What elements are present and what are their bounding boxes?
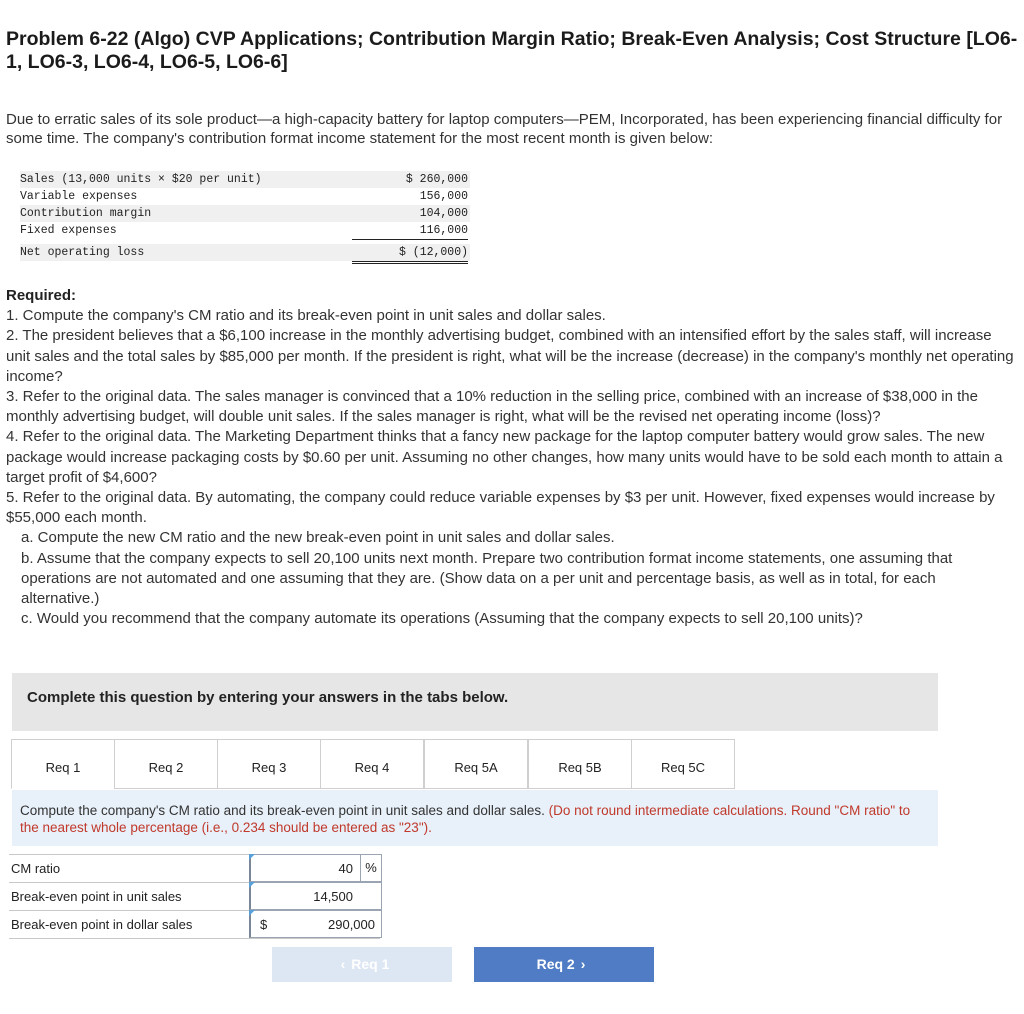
income-statement	[20, 171, 470, 261]
statement-amount: $ 260,000	[405, 173, 468, 186]
cm-ratio-input[interactable]	[249, 854, 382, 882]
required-q1: 1. Compute the company's CM ratio and its break-even point in unit sales and dollar sales.	[6, 307, 606, 325]
required-q5a: a. Compute the new CM ratio and the new break-even point in unit sales and dollar sales.	[21, 529, 615, 547]
problem-title: Problem 6-22 (Algo) CVP Applications; Contribution Margin Ratio; Break-Even Analysis; Cost Structure [LO6-1, LO6-3, LO6-4, LO6-5, LO6-6]	[6, 28, 1018, 73]
answer-label: Break-even point in unit sales	[11, 889, 182, 904]
chevron-left-icon: ‹	[340, 956, 346, 972]
required-section	[6, 286, 1018, 629]
statement-row-fixed	[20, 222, 470, 239]
answer-value: 40	[338, 861, 353, 876]
required-heading: Required:	[6, 287, 77, 304]
statement-label: Variable expenses	[20, 190, 138, 203]
tab-req-4[interactable]	[320, 739, 424, 789]
answer-table	[9, 854, 380, 939]
statement-row-cm	[20, 205, 470, 222]
answer-row-dollars	[9, 910, 380, 939]
instruction-main: Compute the company's CM ratio and its break-even point in unit sales and dollar sales.	[20, 803, 545, 818]
problem-intro: Due to erratic sales of its sole product—a high-capacity battery for laptop computers—PEM, Incorporated, has been experiencing financial difficulty for some time. The company's contribution format income statement for the most recent month is given below:	[6, 111, 1003, 147]
break-even-units-input[interactable]	[249, 882, 382, 910]
tab-label: Req 5C	[660, 760, 706, 775]
answer-marker-icon	[249, 910, 255, 916]
required-q3: 3. Refer to the original data. The sales manager is convinced that a 10% reduction in the selling price, combined with an increase of $38,000 in the monthly advertising budget, will double unit sales. If the sales manager is right, what will be the revised net operating income (loss)?	[6, 388, 978, 426]
tab-req-3[interactable]	[217, 739, 321, 789]
break-even-dollars-input[interactable]	[249, 910, 382, 938]
answer-label: Break-even point in dollar sales	[11, 917, 193, 932]
prev-req-button[interactable]	[272, 947, 452, 982]
tabs-banner	[12, 673, 938, 731]
answer-row-units	[9, 882, 380, 910]
statement-amount: 116,000	[352, 222, 468, 240]
tab-label: Req 5A	[454, 760, 498, 775]
required-q5: 5. Refer to the original data. By automating, the company could reduce variable expenses by $3 per unit. However, fixed expenses would increase by $55,000 each month.	[6, 489, 995, 527]
instruction-panel	[12, 790, 938, 846]
tab-label: Req 5B	[558, 760, 602, 775]
tab-label: Req 3	[251, 760, 287, 775]
statement-label: Fixed expenses	[20, 224, 117, 237]
statement-amount: 104,000	[419, 207, 468, 220]
dollar-sign: $	[260, 917, 268, 932]
answer-marker-icon	[249, 854, 255, 860]
statement-label: Sales (13,000 units × $20 per unit)	[20, 173, 262, 186]
instruction-note: (Do not round intermediate calculations. Round "CM ratio" to the nearest whole percentage (i.e., 0.234 should be entered as "23").	[20, 803, 911, 835]
statement-row-variable	[20, 188, 470, 205]
required-q5b: b. Assume that the company expects to sell 20,100 units next month. Prepare two contribution format income statements, one assuming that operations are not automated and one assuming that they are. (Show data on a per unit and percentage basis, as well as in total, for each alternative.)	[21, 549, 953, 608]
required-q2: 2. The president believes that a $6,100 increase in the monthly advertising budget, combined with an intensified effort by the sales staff, will increase unit sales and the total sales by $85,000 per month. If the president is right, what will be the increase (decrease) in the company's monthly net operating income?	[6, 327, 1014, 385]
statement-row-sales	[20, 171, 470, 188]
tab-req-2[interactable]	[114, 739, 218, 789]
percent-unit: %	[360, 855, 381, 881]
requirement-tabs	[11, 739, 735, 789]
tab-req-5b[interactable]	[528, 739, 632, 789]
statement-label: Net operating loss	[20, 246, 145, 259]
required-q4: 4. Refer to the original data. The Marketing Department thinks that a fancy new package for the laptop computer battery would grow sales. The new package would increase packaging costs by $0.60 per unit. Assuming no other changes, how many units would have to be sold each month to attain a target profit of $4,600?	[6, 428, 1003, 486]
tab-req-5c[interactable]	[631, 739, 735, 789]
chevron-right-icon: ›	[580, 956, 586, 972]
statement-amount: 156,000	[352, 188, 468, 206]
statement-label: Contribution margin	[20, 207, 152, 220]
instruction-text	[20, 803, 920, 836]
answer-row-cm-ratio	[9, 854, 380, 882]
answer-marker-icon	[249, 882, 255, 888]
answer-label: CM ratio	[11, 861, 61, 876]
required-q5c: c. Would you recommend that the company automate its operations (Assuming that the company expects to sell 20,100 units)?	[21, 610, 863, 628]
tab-label: Req 4	[354, 760, 390, 775]
banner-text: Complete this question by entering your answers in the tabs below.	[27, 689, 509, 706]
next-label: Req 2	[536, 956, 575, 972]
tab-req-1[interactable]	[11, 739, 115, 789]
answer-value: 290,000	[328, 917, 375, 932]
tab-label: Req 1	[45, 760, 81, 775]
statement-row-net	[20, 244, 470, 261]
tab-req-5a[interactable]	[424, 739, 528, 789]
prev-label: Req 1	[351, 956, 390, 972]
answer-value: 14,500	[313, 889, 353, 904]
next-req-button[interactable]	[474, 947, 654, 982]
statement-amount: $ (12,000)	[352, 244, 468, 264]
tab-label: Req 2	[148, 760, 184, 775]
